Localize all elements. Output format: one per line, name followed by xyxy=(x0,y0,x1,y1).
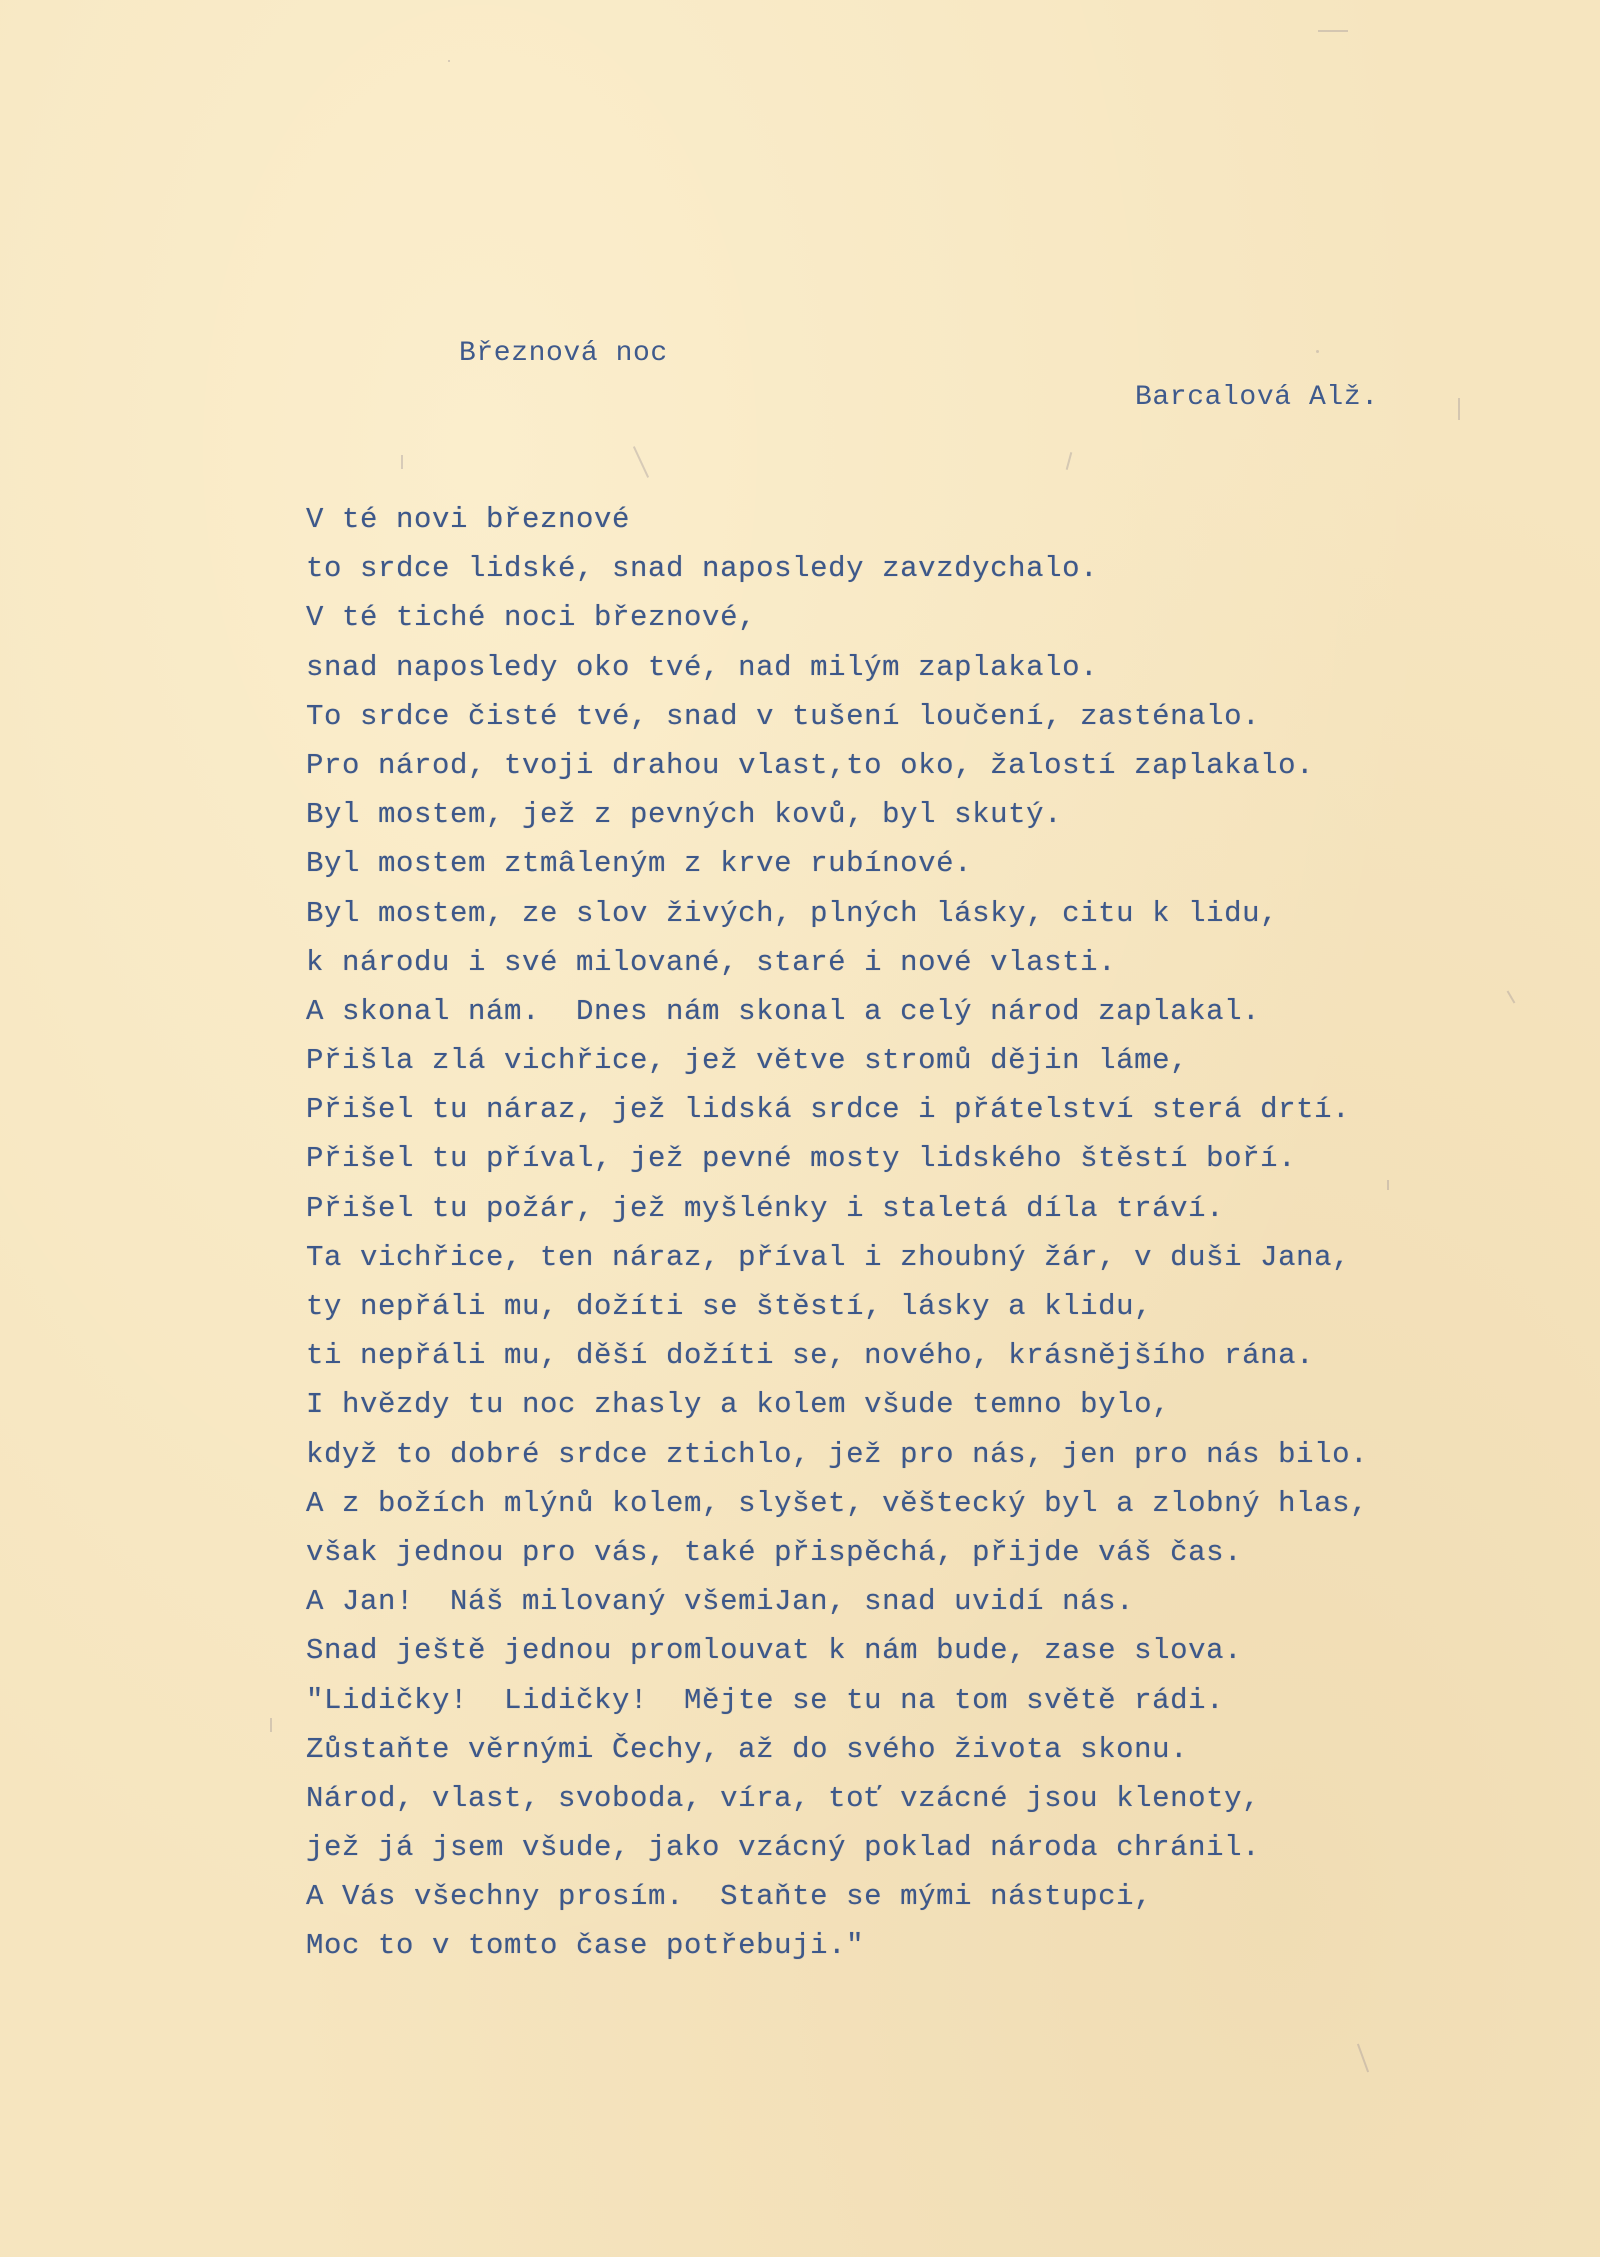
poem-line: Byl mostem ztmâleným z krve rubínové. xyxy=(306,847,973,881)
poem-line: A z božích mlýnů kolem, slyšet, věštecký byl a zlobný hlas, xyxy=(306,1486,1369,1520)
poem-line: to srdce lidské, snad naposledy zavzdychalo. xyxy=(306,552,1099,586)
poem-line: Snad ještě jednou promlouvat k nám bude, zase slova. xyxy=(306,1634,1243,1668)
poem-line: "Lidičky! Lidičky! Mějte se tu na tom světě rádi. xyxy=(306,1683,1225,1717)
paper-mark xyxy=(1316,350,1319,353)
paper-mark xyxy=(1387,1180,1389,1190)
poem-line: Přišel tu náraz, jež lidská srdce i přátelství sterá drtí. xyxy=(306,1093,1351,1127)
paper-mark xyxy=(1066,452,1073,470)
paper-mark xyxy=(270,1718,272,1732)
poem-line: V té tiché noci březnové, xyxy=(306,601,757,635)
poem-line: Byl mostem, jež z pevných kovů, byl skutý. xyxy=(306,798,1063,832)
poem-line: Přišla zlá vichřice, jež větve stromů dějin láme, xyxy=(306,1044,1189,1078)
poem-line: A Vás všechny prosím. Staňte se mými nástupci, xyxy=(306,1880,1153,1914)
poem-line: Ta vichřice, ten náraz, příval i zhoubný žár, v duši Jana, xyxy=(306,1240,1351,1274)
poem-line: Pro národ, tvoji drahou vlast,to oko, žalostí zaplakalo. xyxy=(306,748,1315,782)
poem-author: Barcalová Alž. xyxy=(1135,382,1379,413)
paper-mark xyxy=(1357,2044,1369,2073)
poem-line: ti nepřáli mu, děší dožíti se, nového, krásnějšího rána. xyxy=(306,1339,1315,1373)
poem-line: V té novi březnové xyxy=(306,503,631,536)
poem-line: Moc to v tomto čase potřebuji." xyxy=(306,1929,865,1963)
poem-line: snad naposledy oko tvé, nad milým zaplakalo. xyxy=(306,650,1099,684)
paper-mark xyxy=(1318,30,1348,32)
poem-line: Byl mostem, ze slov živých, plných lásky, citu k lidu, xyxy=(306,896,1279,930)
paper-mark xyxy=(1507,990,1516,1003)
poem-line: I hvězdy tu noc zhasly a kolem všude temno bylo, xyxy=(306,1388,1171,1422)
paper-mark xyxy=(448,60,450,62)
poem-body xyxy=(306,500,1368,1976)
poem-line: Zůstaňte věrnými Čechy, až do svého života skonu. xyxy=(306,1732,1189,1766)
paper-mark xyxy=(633,446,649,478)
poem-line: ty nepřáli mu, dožíti se štěstí, lásky a klidu, xyxy=(306,1290,1153,1323)
poem-line: k národu i své milované, staré i nové vlasti. xyxy=(306,945,1117,979)
poem-line: Přišel tu požár, jež myšlénky i staletá díla tráví. xyxy=(306,1191,1225,1225)
poem-line: Přišel tu příval, jež pevné mosty lidského štěstí boří. xyxy=(306,1142,1297,1176)
poem-line: A Jan! Náš milovaný všemiJan, snad uvidí nás. xyxy=(306,1585,1135,1619)
poem-line: Národ, vlast, svoboda, víra, toť vzácné jsou klenoty, xyxy=(306,1781,1261,1815)
poem-title: Březnová noc xyxy=(459,338,668,369)
poem-line: jež já jsem všude, jako vzácný poklad národa chránil. xyxy=(306,1831,1261,1865)
poem-line: když to dobré srdce ztichlo, jež pro nás, jen pro nás bilo. xyxy=(306,1437,1369,1471)
paper-mark xyxy=(1458,398,1460,420)
poem-line: To srdce čisté tvé, snad v tušení loučení, zasténalo. xyxy=(306,699,1261,733)
paper-mark xyxy=(401,455,403,469)
poem-line: však jednou pro vás, také přispěchá, přijde váš čas. xyxy=(306,1535,1243,1569)
poem-line: A skonal nám. Dnes nám skonal a celý národ zaplakal. xyxy=(306,994,1261,1028)
